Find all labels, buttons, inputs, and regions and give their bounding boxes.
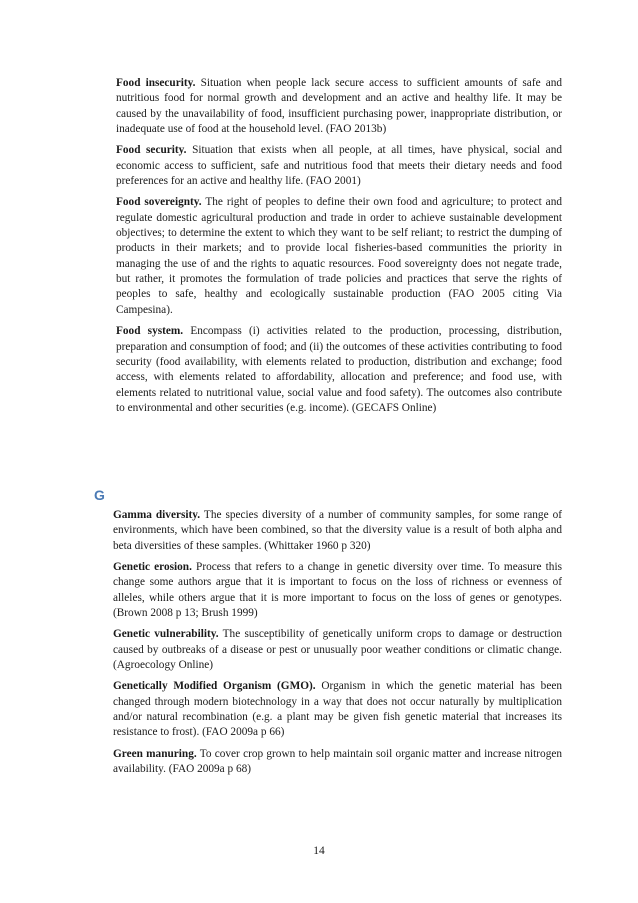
term: Food insecurity. (116, 77, 196, 89)
entry-food-security (116, 143, 562, 189)
definition: To cover crop grown to help maintain soil organic matter and increase nitrogen availability. (FAO 2009a p 68) (113, 747, 563, 776)
term: Genetic vulnerability. (113, 628, 219, 641)
definition: Organism in which the genetic material has been changed through modern biotechnology in a way that does not occur naturally by multiplication and/or natural recombination (e.g. a plant may be given fish genetic material that increases its resistance to frost). (FAO 2009a p 66) (113, 680, 563, 739)
entry-gamma-diversity (113, 508, 562, 554)
definition: The species diversity of a number of community samples, for some range of environments, which have been combined, so that the diversity value is a result of both alpha and beta diversities of these samples. (Whittaker 1960 p 320) (113, 509, 562, 552)
entry-food-sovereignty (116, 195, 562, 318)
entry-genetic-vulnerability (113, 627, 562, 673)
section-letter-heading: G (94, 487, 105, 503)
definition: The susceptibility of genetically uniform crops to damage or destruction caused by outbreaks of a disease or pest or unusually poor weather conditions or climatic change. (Agroecology Online) (113, 628, 563, 672)
definition: Situation that exists when all people, at all times, have physical, social and economic access to sufficient, safe and nutritious food that meets their dietary needs and food preferences for an active and healthy life. (FAO 2001) (116, 144, 562, 188)
term: Genetic erosion. (113, 561, 192, 574)
definition: Situation when people lack secure access to sufficient amounts of safe and nutritious food for normal growth and development and an active and healthy life. It may be caused by the unavailability of food, insufficient purchasing power, inappropriate distribution, or inadequate use of food at the household level. (FAO 2013b) (116, 77, 562, 136)
term: Genetically Modified Organism (GMO). (113, 680, 316, 693)
definition: The right of peoples to define their own food and agriculture; to protect and regulate domestic agricultural production and trade in order to achieve sustainable development objectives; to determine the extent to which they want to be self reliant; to restrict the dumping of products in their markets; and to provide local fisheries-based communities the priority in managing the use of and the rights to aquatic resources. Food sovereignty does not negate trade, but rather, it promotes the formulation of trade policies and practices that serve the rights of peoples to safe, healthy and ecologically sustainable production (FAO 2005 citing Via Campesina). (116, 196, 562, 316)
term: Food system. (116, 325, 184, 338)
definition: Process that refers to a change in genetic diversity over time. To measure this change some authors argue that it is important to focus on the loss of richness or evenness of alleles, while others argue that it is more important to focus on the loss of genes or genotypes. (Brown 2008 p 13; Brush 1999) (113, 561, 562, 620)
term: Gamma diversity. (113, 509, 201, 521)
term: Food sovereignty. (116, 196, 202, 209)
term: Green manuring. (113, 747, 197, 760)
term: Food security. (116, 144, 187, 157)
definition: Encompass (i) activities related to the production, processing, distribution, preparation and consumption of food; and (ii) the outcomes of these activities contributing to food security (food availability, with elements related to production, distribution and exchange; food access, with elements related to affordability, allocation and preference; and food use, with elements related to nutritional value, social value and food safety). The outcomes also contribute to environmental and other securities (e.g. income). (GECAFS Online) (116, 325, 562, 414)
section-f (116, 76, 562, 422)
entry-food-insecurity (116, 76, 562, 137)
page-number: 14 (313, 845, 325, 857)
section-g (113, 508, 562, 784)
entry-gmo (113, 679, 562, 740)
entry-genetic-erosion (113, 560, 562, 621)
entry-green-manuring (113, 747, 562, 778)
entry-food-system (116, 324, 562, 416)
